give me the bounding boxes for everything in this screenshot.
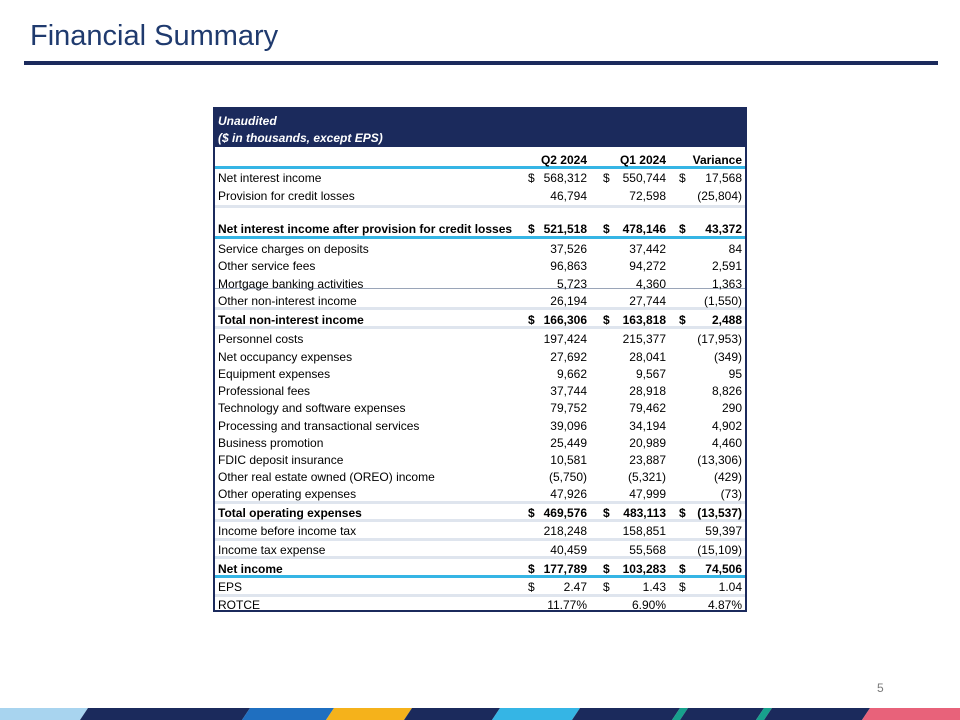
row-label: Net income bbox=[218, 562, 283, 576]
row-value-3: (1,550) bbox=[703, 294, 742, 308]
row-value-3: (13,537) bbox=[697, 506, 742, 520]
table-row bbox=[215, 469, 745, 485]
table-row bbox=[215, 418, 745, 434]
row-value-1: 2.47 bbox=[563, 580, 587, 594]
row-value-2: 55,568 bbox=[629, 543, 666, 557]
row-value-2: 27,744 bbox=[629, 294, 666, 308]
currency-symbol: $ bbox=[603, 171, 610, 185]
row-value-1: 469,576 bbox=[543, 506, 587, 520]
row-label: Other service fees bbox=[218, 259, 316, 273]
column-header-row bbox=[215, 152, 745, 168]
footer-color-band bbox=[0, 708, 960, 720]
row-value-1: 46,794 bbox=[550, 189, 587, 203]
row-value-1: 27,692 bbox=[550, 350, 587, 364]
row-value-1: 9,662 bbox=[556, 367, 587, 381]
row-value-2: 28,041 bbox=[629, 350, 666, 364]
currency-symbol: $ bbox=[679, 171, 686, 185]
footer-segment-blue bbox=[242, 708, 334, 720]
footer-segment-navy-5 bbox=[764, 708, 870, 720]
row-label: Net occupancy expenses bbox=[218, 350, 353, 364]
row-value-3: (13,306) bbox=[697, 453, 742, 467]
row-value-3: (17,953) bbox=[697, 332, 742, 346]
table-row bbox=[215, 188, 745, 204]
row-value-1: 11.77% bbox=[547, 598, 587, 612]
row-label: FDIC deposit insurance bbox=[218, 453, 344, 467]
page-title: Financial Summary bbox=[30, 20, 279, 52]
row-value-2: 47,999 bbox=[629, 487, 666, 501]
row-value-3: 2,488 bbox=[711, 313, 742, 327]
row-label: Income before income tax bbox=[218, 524, 357, 538]
table-row bbox=[215, 241, 745, 257]
row-value-2: 483,113 bbox=[623, 506, 666, 520]
footer-segment-navy-3 bbox=[572, 708, 680, 720]
row-value-1: 166,306 bbox=[543, 313, 587, 327]
row-label: Service charges on deposits bbox=[218, 242, 369, 256]
table-row bbox=[215, 542, 745, 558]
row-value-1: 37,744 bbox=[550, 384, 587, 398]
row-label: Other operating expenses bbox=[218, 487, 357, 501]
row-value-1: 5,723 bbox=[556, 277, 587, 291]
row-value-1: 177,789 bbox=[543, 562, 587, 576]
row-separator bbox=[215, 205, 745, 208]
row-label: Other real estate owned (OREO) income bbox=[218, 470, 435, 484]
row-value-3: 8,826 bbox=[711, 384, 742, 398]
row-label: Net interest income after provision for credit losses bbox=[218, 222, 513, 236]
row-value-3: 43,372 bbox=[705, 222, 742, 236]
row-label: Equipment expenses bbox=[218, 367, 331, 381]
row-value-2: 79,462 bbox=[629, 401, 666, 415]
column-header-1: Q2 2024 bbox=[540, 153, 587, 167]
row-value-3: 84 bbox=[728, 242, 742, 256]
row-value-2: 163,818 bbox=[622, 313, 666, 327]
row-value-3: 2,591 bbox=[711, 259, 742, 273]
row-value-3: 1,363 bbox=[711, 277, 742, 291]
column-header-2: Q1 2024 bbox=[619, 153, 666, 167]
currency-symbol: $ bbox=[679, 313, 686, 327]
row-value-2: 23,887 bbox=[629, 453, 666, 467]
currency-symbol: $ bbox=[679, 222, 686, 236]
row-value-3: 17,568 bbox=[705, 171, 742, 185]
table-row bbox=[215, 561, 745, 577]
table-row bbox=[215, 597, 745, 613]
row-value-2: 94,272 bbox=[629, 259, 666, 273]
row-label: EPS bbox=[218, 580, 243, 594]
table-header-banner bbox=[215, 109, 745, 147]
row-value-3: 4,902 bbox=[711, 419, 742, 433]
currency-symbol: $ bbox=[528, 562, 535, 576]
currency-symbol: $ bbox=[679, 580, 686, 594]
row-value-2: 215,377 bbox=[622, 332, 666, 346]
currency-symbol: $ bbox=[528, 580, 535, 594]
row-label: Technology and software expenses bbox=[218, 401, 406, 415]
row-value-1: 218,248 bbox=[543, 524, 587, 538]
row-label: Other non-interest income bbox=[218, 294, 357, 308]
row-value-2: 4,360 bbox=[635, 277, 666, 291]
currency-symbol: $ bbox=[528, 171, 535, 185]
row-value-3: (429) bbox=[713, 470, 742, 484]
footer-segment-navy-2 bbox=[404, 708, 500, 720]
row-label: Income tax expense bbox=[218, 543, 326, 557]
table-row bbox=[215, 505, 745, 521]
row-label: Total non-interest income bbox=[218, 313, 364, 327]
footer-segment-cyan bbox=[492, 708, 580, 720]
table-row bbox=[215, 331, 745, 347]
row-value-1: 40,459 bbox=[550, 543, 587, 557]
row-label: ROTCE bbox=[218, 598, 260, 612]
row-value-2: 9,567 bbox=[635, 367, 666, 381]
row-value-2: (5,321) bbox=[627, 470, 666, 484]
row-value-3: 4.87% bbox=[707, 598, 742, 612]
row-value-1: 47,926 bbox=[550, 487, 587, 501]
row-value-2: 37,442 bbox=[629, 242, 666, 256]
footer-segment-pink bbox=[862, 708, 960, 720]
row-value-2: 6.90% bbox=[631, 598, 666, 612]
currency-symbol: $ bbox=[603, 506, 610, 520]
table-row bbox=[215, 293, 745, 309]
row-value-2: 1.43 bbox=[642, 580, 666, 594]
financial-summary-table bbox=[213, 107, 747, 612]
row-value-3: (349) bbox=[713, 350, 742, 364]
row-label: Total operating expenses bbox=[218, 506, 362, 520]
table-row bbox=[215, 579, 745, 595]
row-value-1: 37,526 bbox=[550, 242, 587, 256]
row-value-1: 197,424 bbox=[543, 332, 587, 346]
row-value-1: 521,518 bbox=[543, 222, 587, 236]
table-row bbox=[215, 435, 745, 451]
table-row bbox=[215, 349, 745, 365]
row-value-1: 10,581 bbox=[550, 453, 587, 467]
row-value-3: 290 bbox=[721, 401, 742, 415]
table-row bbox=[215, 312, 745, 328]
currency-symbol: $ bbox=[528, 222, 535, 236]
row-value-3: 95 bbox=[728, 367, 742, 381]
header-unaudited: Unaudited bbox=[218, 114, 277, 128]
footer-segment-light-blue bbox=[0, 708, 88, 720]
row-label: Provision for credit losses bbox=[218, 189, 355, 203]
row-value-1: 25,449 bbox=[550, 436, 587, 450]
table-row bbox=[215, 366, 745, 382]
row-value-3: 74,506 bbox=[705, 562, 742, 576]
table-row bbox=[215, 258, 745, 274]
table-row bbox=[215, 383, 745, 399]
row-value-1: (5,750) bbox=[548, 470, 587, 484]
row-value-1: 568,312 bbox=[543, 171, 587, 185]
currency-symbol: $ bbox=[528, 506, 535, 520]
table-row bbox=[215, 276, 745, 292]
row-label: Professional fees bbox=[218, 384, 311, 398]
row-value-1: 96,863 bbox=[550, 259, 587, 273]
row-value-3: 59,397 bbox=[705, 524, 742, 538]
footer-segment-gold bbox=[326, 708, 412, 720]
table-row bbox=[215, 400, 745, 416]
column-header-3: Variance bbox=[692, 153, 742, 167]
row-label: Business promotion bbox=[218, 436, 324, 450]
currency-symbol: $ bbox=[679, 562, 686, 576]
row-value-1: 39,096 bbox=[550, 419, 587, 433]
row-value-2: 103,283 bbox=[622, 562, 666, 576]
row-value-3: (15,109) bbox=[697, 543, 742, 557]
currency-symbol: $ bbox=[603, 580, 610, 594]
row-label: Personnel costs bbox=[218, 332, 304, 346]
row-value-2: 28,918 bbox=[629, 384, 666, 398]
row-value-2: 550,744 bbox=[622, 171, 666, 185]
currency-symbol: $ bbox=[603, 313, 610, 327]
row-value-2: 158,851 bbox=[622, 524, 666, 538]
footer-segment-navy-4 bbox=[680, 708, 764, 720]
row-value-2: 478,146 bbox=[622, 222, 666, 236]
header-units: ($ in thousands, except EPS) bbox=[218, 131, 383, 145]
row-value-3: 1.04 bbox=[718, 580, 742, 594]
currency-symbol: $ bbox=[603, 222, 610, 236]
table-row bbox=[215, 170, 745, 186]
table-row bbox=[215, 523, 745, 539]
currency-symbol: $ bbox=[679, 506, 686, 520]
row-value-3: (73) bbox=[720, 487, 742, 501]
row-value-1: 79,752 bbox=[550, 401, 587, 415]
table-row bbox=[215, 486, 745, 502]
row-label: Processing and transactional services bbox=[218, 419, 420, 433]
table-row bbox=[215, 452, 745, 468]
currency-symbol: $ bbox=[603, 562, 610, 576]
page-number: 5 bbox=[877, 681, 884, 695]
row-value-2: 34,194 bbox=[629, 419, 666, 433]
footer-segment-navy-1 bbox=[80, 708, 250, 720]
row-label: Mortgage banking activities bbox=[218, 277, 364, 291]
row-value-3: (25,804) bbox=[697, 189, 742, 203]
table-row bbox=[215, 221, 745, 237]
title-underline bbox=[24, 61, 938, 65]
row-value-2: 72,598 bbox=[629, 189, 666, 203]
row-value-2: 20,989 bbox=[629, 436, 666, 450]
currency-symbol: $ bbox=[528, 313, 535, 327]
row-value-3: 4,460 bbox=[711, 436, 742, 450]
row-value-1: 26,194 bbox=[550, 294, 587, 308]
row-label: Net interest income bbox=[218, 171, 322, 185]
